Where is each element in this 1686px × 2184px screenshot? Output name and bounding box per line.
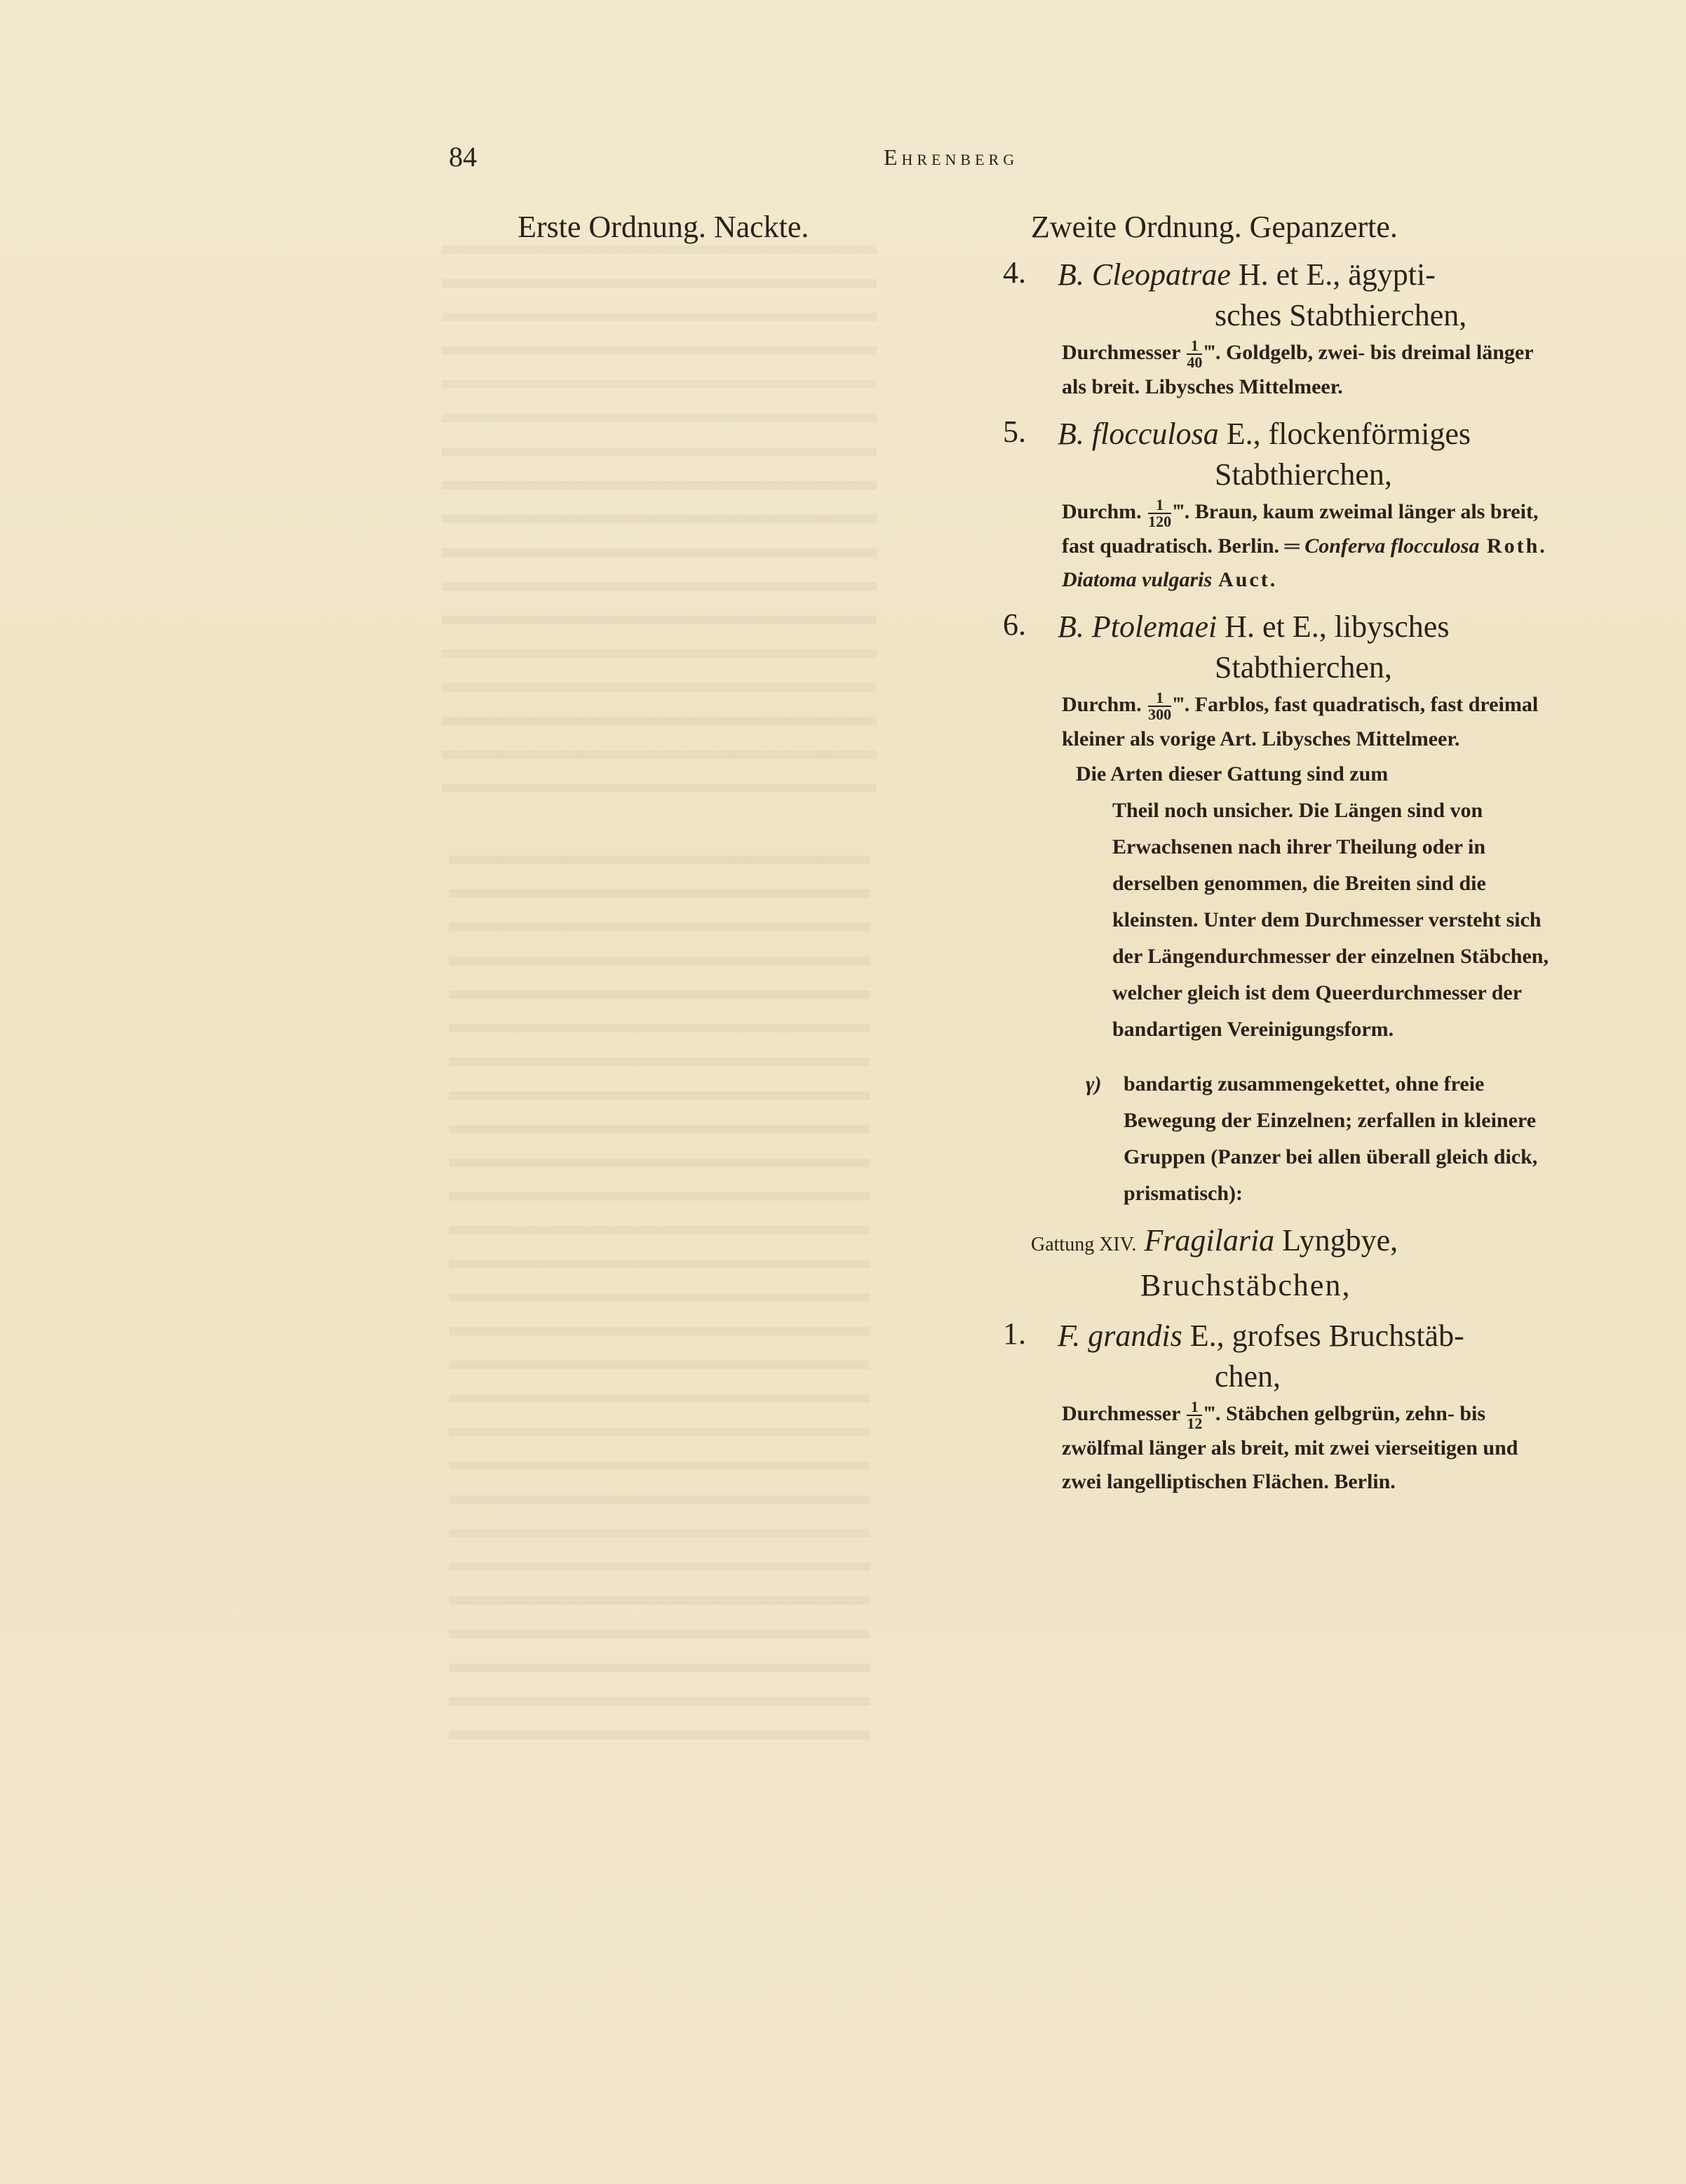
running-head: Ehrenberg <box>884 144 1019 170</box>
entry-number: 5. <box>1003 414 1026 450</box>
species-name: grandis <box>1088 1319 1182 1354</box>
species-entry <box>1003 1316 1550 1499</box>
species-entry <box>1003 414 1550 597</box>
species-name: flocculosa <box>1091 417 1219 452</box>
entry-description: Durchmesser $\frac{1}{40}$ ‴. Goldgelb, zwei- bis dreimal länger als breit. Libysches Mittelmeer. <box>1062 337 1533 399</box>
entry-number: 4. <box>1003 255 1026 290</box>
species-name: Ptolemaei <box>1091 609 1218 645</box>
genus-common-name: Bruchstäbchen, <box>1140 1268 1351 1303</box>
left-column-heading: Erste Ordnung. Nackte. <box>518 210 809 244</box>
genus-name: Fragilaria <box>1144 1223 1275 1258</box>
fraction: $\frac{1}{40}$ <box>1187 337 1203 372</box>
genus-note: Die Arten dieser Gattung sind zum Theil noch unsicher. Die Längen sind von Erwachsenen nach ihrer Theilung oder in derselben genommen, die Breiten sind die kleinsten. Unter dem Durchmesser versteht sich der Längendurchmesser der einzelnen Stäbchen, welcher gleich ist dem Queerdurchmesser der bandartigen Vereinigungsform. <box>1076 762 1549 1042</box>
bleed-through-text-upper <box>442 245 877 807</box>
page-header <box>449 140 1195 182</box>
entry-common-name: Stabthierchen, <box>1215 457 1392 492</box>
entry-title: B. flocculosa E., flockenförmiges <box>1058 417 1471 452</box>
entry-common-name: chen, <box>1215 1359 1281 1394</box>
fraction: $\frac{1}{120}$ <box>1148 496 1172 531</box>
entry-description: Durchm. $\frac{1}{120}$ ‴. Braun, kaum zweimal länger als breit, fast quadratisch. Berlin. ═ Conferva flocculosa Roth. Diatoma vulgaris Auct. <box>1062 496 1547 592</box>
genus-label: Gattung XIV. <box>1031 1234 1137 1256</box>
species-name: Cleopatrae <box>1091 257 1231 292</box>
right-column-heading: Zweite Ordnung. Gepanzerte. <box>1031 210 1398 244</box>
entry-number: 6. <box>1003 607 1026 642</box>
gamma-symbol: γ) <box>1086 1072 1102 1096</box>
entry-common-name: sches Stabthierchen, <box>1215 298 1467 332</box>
genus-heading: Gattung XIV. Fragilaria Lyngbye, Bruchstäbchen, <box>1003 1220 1550 1306</box>
entry-description: Durchmesser $\frac{1}{12}$ ‴. Stäbchen gelbgrün, zehn- bis zwölfmal länger als breit, mit zwei vierseitigen und zwei langelliptischen Flächen. Berlin. <box>1062 1398 1518 1494</box>
entry-common-name: Stabthierchen, <box>1215 650 1392 685</box>
entry-title: B. Cleopatrae H. et E., ägypti- <box>1058 257 1436 292</box>
fraction: $\frac{1}{12}$ <box>1187 1398 1203 1433</box>
species-entry <box>1003 607 1550 756</box>
subdivision-gamma <box>1086 1066 1550 1212</box>
entry-title: F. grandis E., grofses Bruchstäb- <box>1058 1319 1464 1354</box>
gamma-text: bandartig zusammengekettet, ohne freie Bewegung der Einzelnen; zerfallen in kleinere Gruppen (Panzer bei allen überall gleich dick, prismatisch): <box>1124 1072 1538 1206</box>
page-number: 84 <box>449 141 477 173</box>
entry-number: 1. <box>1003 1316 1026 1351</box>
fraction: $\frac{1}{300}$ <box>1148 689 1172 724</box>
bleed-through-text-lower <box>449 856 870 1753</box>
species-entry <box>1003 255 1550 404</box>
right-column <box>1003 209 1550 1499</box>
entry-description: Durchm. $\frac{1}{300}$ ‴. Farblos, fast quadratisch, fast dreimal kleiner als vorige Art. Libysches Mittelmeer. <box>1062 689 1539 751</box>
entry-title: B. Ptolemaei H. et E., libysches <box>1058 609 1450 645</box>
